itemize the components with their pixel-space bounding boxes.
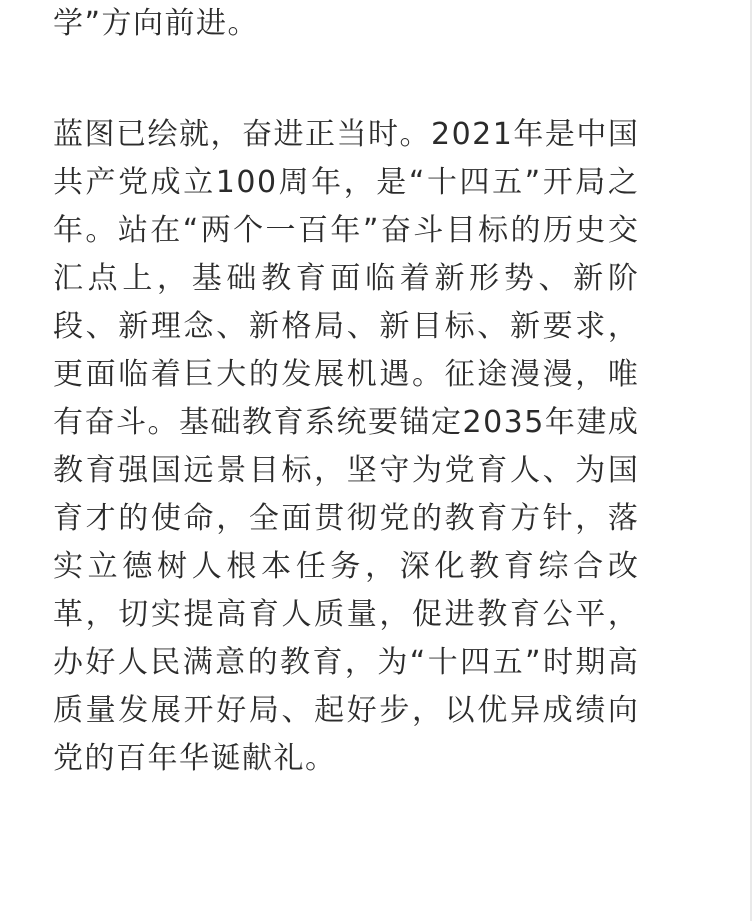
text-line: 年。站在“两个一百年”奋斗目标的历史交 (53, 213, 640, 248)
text-line: 学”方向前进。 (53, 6, 260, 41)
text-line: 教育强国远景目标，坚守为党育人、为国 (53, 453, 640, 488)
text-line: 革，切实提高育人质量，促进教育公平， (53, 597, 640, 632)
text-line: 有奋斗。基础教育系统要锚定2035年建成 (53, 405, 640, 440)
text-line: 蓝图已绘就，奋进正当时。2021年是中国 (53, 117, 640, 152)
text-line: 党的百年华诞献礼。 (53, 741, 337, 776)
text-line: 汇点上，基础教育面临着新形势、新阶 (53, 261, 640, 296)
text-line: 质量发展开好局、起好步，以优异成绩向 (53, 693, 640, 728)
text-line: 实立德树人根本任务，深化教育综合改 (53, 549, 640, 584)
text-line: 共产党成立100周年，是“十四五”开局之 (53, 165, 640, 200)
text-line: 更面临着巨大的发展机遇。征途漫漫，唯 (53, 357, 640, 392)
paragraph-2 (53, 111, 639, 783)
paragraph-1 (53, 0, 259, 48)
text-line: 育才的使命，全面贯彻党的教育方针，落 (53, 501, 640, 536)
text-line: 办好人民满意的教育，为“十四五”时期高 (53, 645, 640, 680)
text-line: 段、新理念、新格局、新目标、新要求， (53, 309, 640, 344)
